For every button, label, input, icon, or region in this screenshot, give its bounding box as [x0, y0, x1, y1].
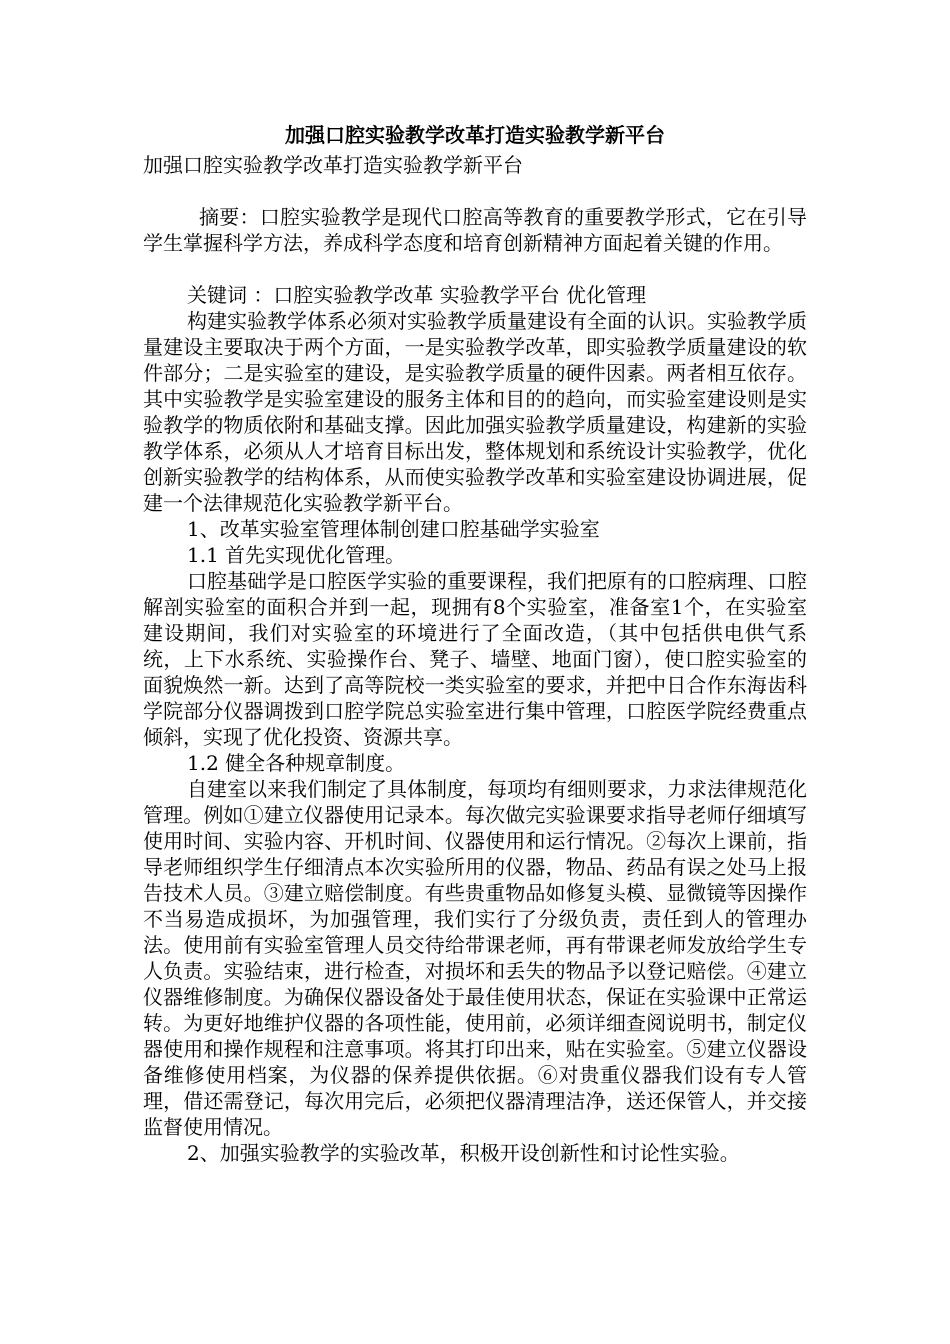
body-paragraph-regulations: 自建室以来我们制定了具体制度，每项均有细则要求，力求法律规范化管理。例如①建立仪器使用记录本。每次做完实验课要求指导老师仔细填写使用时间、实验内容、开机时间、仪器使用和运行情况。②每次上课前，指导老师组织学生仔细清点本次实验所用的仪器，物品、药品有误之处马上报告技术人员。③建立赔偿制度。有些贵重物品如修复头模、显微镜等因操作不当易造成损坏，为加强管理，我们实行了分级负责，责任到人的管理办法。使用前有实验室管理人员交待给带课老师，再有带课老师发放给学生专人负责。实验结束，进行检查，对损坏和丢失的物品予以登记赔偿。④建立仪器维修制度。为确保仪器设备处于最佳使用状态，保证在实验课中正常运转。为更好地维护仪器的各项性能，使用前，必须详细查阅说明书，制定仪器使用和操作规程和注意事项。将其打印出来，贴在实验室。⑤建立仪器设备维修使用档案，为仪器的保养提供依据。⑥对贵重仪器我们设有专人管理，借还需登记，每次用完后，必须把仪器清理洁净，送还保管人，并交接监督使用情况。 — [143, 777, 807, 1139]
keywords-line: 关键词 ：口腔实验教学改革 实验教学平台 优化管理 — [187, 283, 647, 307]
subsection-heading-1-1: 1.1 首先实现优化管理。 — [187, 543, 406, 567]
section-heading-2: 2、加强实验教学的实验改革，积极开设创新性和讨论性实验。 — [187, 1141, 740, 1165]
document-title: 加强口腔实验教学改革打造实验教学新平台 — [285, 123, 665, 147]
body-paragraph-lab-renovation: 口腔基础学是口腔医学实验的重要课程，我们把原有的口腔病理、口腔解剖实验室的面积合并到一起，现拥有8个实验室，准备室1个，在实验室建设期间，我们对实验室的环境进行了全面改造，（其中包括供电供气系统，上下水系统、实验操作台、凳子、墙壁、地面门窗），使口腔实验室的面貌焕然一新。达到了高等院校一类实验室的要求，并把中日合作东海齿科学院部分仪器调拨到口腔学院总实验室进行集中管理，口腔医学院经费重点倾斜，实现了优化投资、资源共享。 — [143, 569, 807, 749]
document-subtitle: 加强口腔实验教学改革打造实验教学新平台 — [143, 153, 523, 177]
body-paragraph-intro: 构建实验教学体系必须对实验教学质量建设有全面的认识。实验教学质量建设主要取决于两个方面，一是实验教学改革，即实验教学质量建设的软件部分；二是实验室的建设，是实验教学质量的硬件因素。两者相互依存。其中实验教学是实验室建设的服务主体和目的的趋向，而实验室建设则是实验教学的物质依附和基础支撑。因此加强实验教学质量建设，构建新的实验教学体系，必须从人才培育目标出发，整体规划和系统设计实验教学，优化创新实验教学的结构体系，从而使实验教学改革和实验室建设协调进展，促建一个法律规范化实验教学新平台。 — [143, 309, 807, 515]
abstract-paragraph: 摘要：口腔实验教学是现代口腔高等教育的重要教学形式，它在引导学生掌握科学方法，养成科学态度和培育创新精神方面起着关键的作用。 — [143, 205, 807, 255]
section-heading-1: 1、改革实验室管理体制创建口腔基础学实验室 — [187, 517, 600, 541]
document-page — [143, 118, 807, 1166]
subsection-heading-1-2: 1.2 健全各种规章制度。 — [187, 751, 406, 775]
